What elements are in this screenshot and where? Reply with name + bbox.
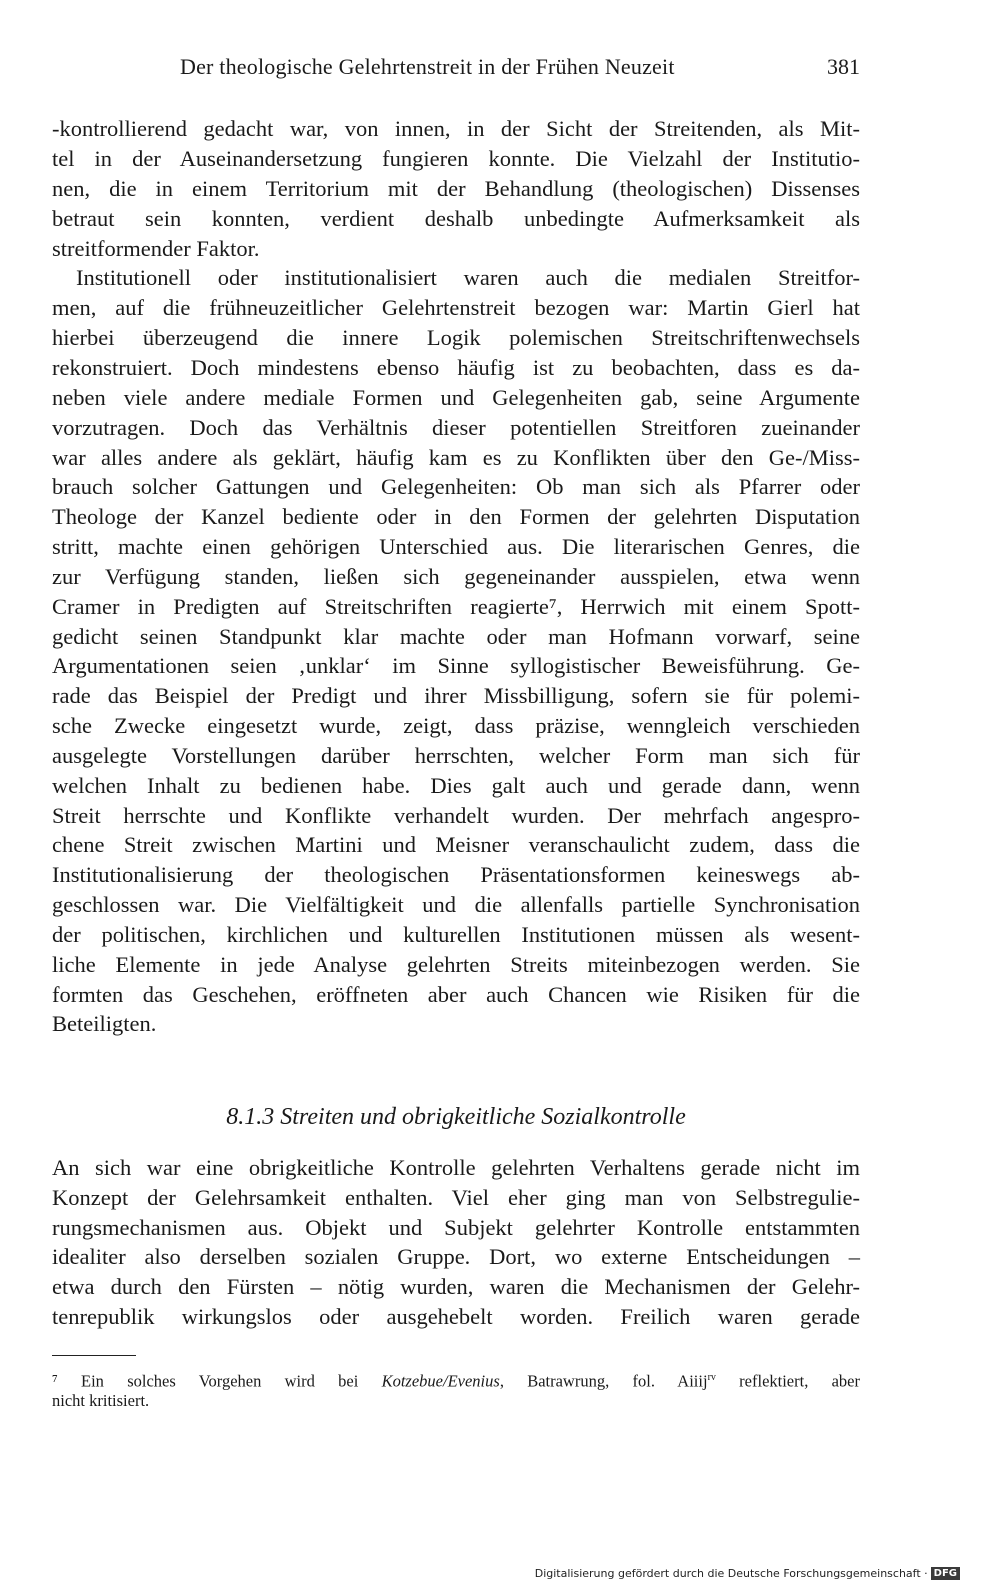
page-header [52, 54, 860, 88]
footnote-text: , Batrawrung, fol. Aiiij [499, 1371, 708, 1391]
text-line: Cramer in Predigten auf Streitschriften reagierte⁷, Herrwich mit einem Spott- [52, 594, 860, 619]
text-line: Beteiligten. [52, 1011, 157, 1036]
text-line: sche Zwecke eingesetzt wurde, zeigt, dass präzise, wenngleich verschieden [52, 713, 860, 738]
text-line: zur Verfügung standen, ließen sich gegeneinander ausspielen, etwa wenn [52, 564, 860, 589]
text-line: tel in der Auseinandersetzung fungieren konnte. Die Vielzahl der Institutio- [52, 146, 860, 171]
text-line: hierbei überzeugend die innere Logik polemischen Streitschriftenwechsels [52, 325, 860, 350]
text-line: welchen Inhalt zu bedienen habe. Dies galt auch und gerade dann, wenn [52, 773, 860, 798]
footer-credit: Digitalisierung gefördert durch die Deutsche Forschungsgemeinschaft · [534, 1567, 928, 1580]
text-line: rekonstruiert. Doch mindestens ebenso häufig ist zu beobachten, dass es da- [52, 355, 860, 380]
text-line: brauch solcher Gattungen und Gelegenheiten: Ob man sich als Pfarrer oder [52, 474, 860, 499]
footnote-superscript: rv [707, 1372, 716, 1383]
section-heading: 8.1.3 Streiten und obrigkeitliche Sozialkontrolle [226, 1104, 686, 1130]
footnote-author: Kotzebue/Evenius [381, 1371, 500, 1391]
text-line: stritt, machte einen gehörigen Unterschied aus. Die literarischen Genres, die [52, 534, 860, 559]
text-line: Argumentationen seien ‚unklar‘ im Sinne syllogistischer Beweisführung. Ge- [52, 653, 860, 678]
text-line: betraut sein konnten, verdient deshalb unbedingte Aufmerksamkeit als [52, 206, 860, 231]
text-line: rade das Beispiel der Predigt und ihrer Missbilligung, sofern sie für polemi- [52, 683, 860, 708]
running-title: Der theologische Gelehrtenstreit in der Frühen Neuzeit [180, 54, 675, 79]
text-line: etwa durch den Fürsten – nötig wurden, waren die Mechanismen der Gelehr- [52, 1274, 860, 1299]
text-line: chene Streit zwischen Martini und Meisner veranschaulicht zudem, dass die [52, 832, 860, 857]
footnote-rule [52, 1355, 136, 1356]
text-line: Streit herrschte und Konflikte verhandelt wurden. Der mehrfach angespro- [52, 803, 860, 828]
text-line: vorzutragen. Doch das Verhältnis dieser potentiellen Streitforen zueinander [52, 415, 860, 440]
footnote-line: nicht kritisiert. [52, 1391, 150, 1410]
text-line: Konzept der Gelehrsamkeit enthalten. Viel eher ging man von Selbstregulie- [52, 1185, 860, 1210]
text-line: An sich war eine obrigkeitliche Kontrolle gelehrten Verhaltens gerade nicht im [52, 1155, 860, 1180]
footnote-line [52, 1367, 860, 1393]
text-line: -kontrollierend gedacht war, von innen, in der Sicht der Streitenden, als Mit- [52, 116, 860, 141]
page-number: 381 [827, 54, 860, 79]
text-line: gedicht seinen Standpunkt klar machte oder man Hofmann vorwarf, seine [52, 624, 860, 649]
text-line: neben viele andere mediale Formen und Gelegenheiten gab, seine Argumente [52, 385, 860, 410]
text-line: Theologe der Kanzel bediente oder in den Formen der gelehrten Disputation [52, 504, 860, 529]
text-line: rungsmechanismen aus. Objekt und Subjekt gelehrter Kontrolle entstammten [52, 1215, 860, 1240]
text-line: geschlossen war. Die Vielfältigkeit und die allenfalls partielle Synchronisation [52, 892, 860, 917]
text-line: idealiter also derselben sozialen Gruppe. Dort, wo externe Entscheidungen – [52, 1244, 860, 1269]
text-line: formten das Geschehen, eröffneten aber auch Chancen wie Risiken für die [52, 982, 860, 1007]
dfg-logo: DFG [931, 1567, 960, 1580]
text-line: men, auf die frühneuzeitlicher Gelehrtenstreit bezogen war: Martin Gierl hat [52, 295, 860, 320]
footnote-text: reflektiert, aber [715, 1371, 860, 1391]
digitization-footer [535, 1567, 960, 1580]
text-line: nen, die in einem Territorium mit der Behandlung (theologischen) Dissenses [52, 176, 860, 201]
text-line: Institutionalisierung der theologischen Präsentationsformen keineswegs ab- [52, 862, 860, 887]
footnote-text: ⁷ Ein solches Vorgehen wird bei [52, 1371, 382, 1391]
text-line: liche Elemente in jede Analyse gelehrten Streits miteinbezogen werden. Sie [52, 952, 860, 977]
text-line: ausgelegte Vorstellungen darüber herrschten, welcher Form man sich für [52, 743, 860, 768]
text-line: tenrepublik wirkungslos oder ausgehebelt worden. Freilich waren gerade [52, 1304, 860, 1329]
text-line: streitformender Faktor. [52, 236, 260, 261]
text-line: war alles andere als geklärt, häufig kam es zu Konflikten über den Ge-/Miss- [52, 445, 860, 470]
text-line: der politischen, kirchlichen und kulturellen Institutionen müssen als wesent- [52, 922, 860, 947]
text-line: Institutionell oder institutionalisiert waren auch die medialen Streitfor- [76, 265, 860, 290]
